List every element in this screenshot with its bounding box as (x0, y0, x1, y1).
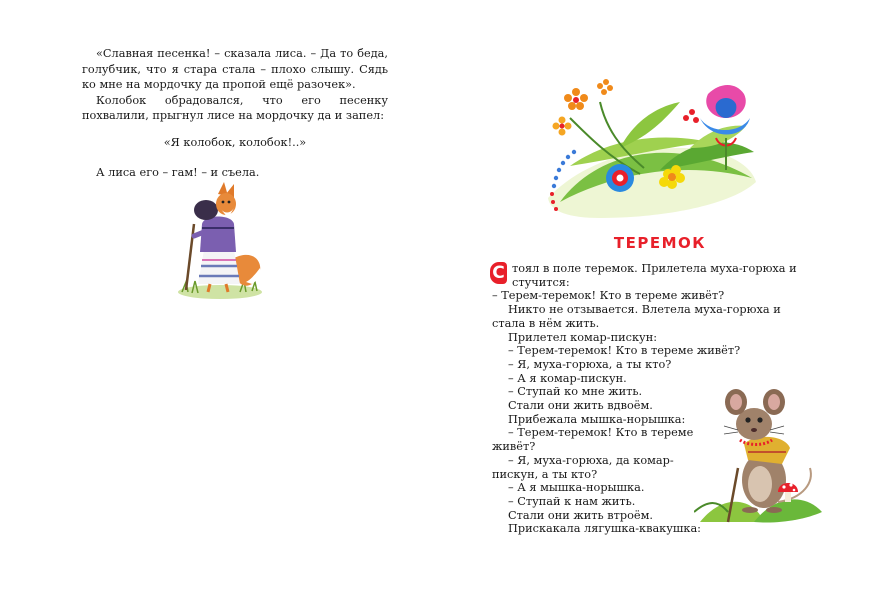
drop-cap: С (490, 262, 507, 284)
mouse-illustration (694, 372, 824, 532)
dialogue-line: – Ступай к нам жить. (508, 494, 636, 508)
dialogue-line: – А я мышка-норышка. (508, 481, 645, 495)
paragraph: тоял в поле теремок. Прилетела муха-горюха и стучится: (512, 262, 797, 289)
dialogue-line: – Ступай ко мне жить. (508, 385, 643, 399)
dialogue-line: – Я, муха-горюха, а ты кто? (508, 357, 672, 371)
dialogue-line: – Я, муха-горюха, да комар-пискун, а ты кто? (492, 453, 674, 481)
dialogue-line: – Терем-теремок! Кто в тереме живёт? (508, 344, 741, 358)
right-page (440, 0, 880, 598)
story-title: ТЕРЕМОК (613, 234, 707, 252)
paragraph: «Славная песенка! – сказала лиса. – Да то беда, голубчик, что я стара стала – плохо слышу. Сядь ко мне на мордочку да пропой ещё разочек». (82, 47, 388, 92)
left-page-text (82, 46, 388, 180)
paragraph: Колобок обрадовался, что его песенку похвалили, прыгнул лисе на мордочку да и запел: (82, 93, 388, 123)
closing-line: А лиса его – гам! – и съела. (96, 165, 260, 179)
dialogue-line: – Терем-теремок! Кто в тереме живёт? (492, 426, 694, 454)
paragraph: Прилетел комар-пискун: (508, 330, 658, 344)
paragraph: Никто не отзывается. Влетела муха-горюха и стала в нём жить. (492, 303, 781, 330)
flower-illustration (540, 78, 758, 226)
paragraph: Стали они жить вдвоём. (508, 399, 653, 413)
dialogue-line: – Терем-теремок! Кто в тереме живёт? (492, 289, 725, 303)
paragraph: Прибежала мышка-норышка: (508, 412, 686, 426)
fox-illustration (168, 180, 272, 302)
paragraph: Стали они жить втроём. (508, 508, 653, 522)
story-opening (492, 262, 814, 289)
song-quote: «Я колобок, колобок!..» (163, 135, 307, 149)
paragraph: Прискакала лягушка-квакушка: (508, 522, 701, 536)
dialogue-line: – А я комар-пискун. (508, 371, 627, 385)
